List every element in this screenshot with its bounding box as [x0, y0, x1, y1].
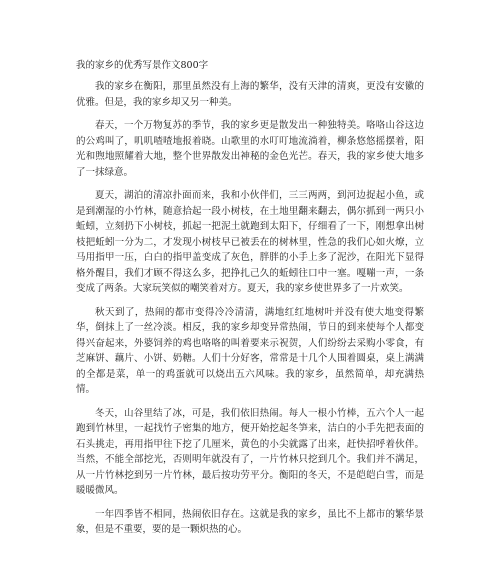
paragraph-conclusion: 一年四季皆不相同，热闹依旧存在。这就是我的家乡，虽比不上都市的繁华景象，但是不重要，要的是一颗炽热的心。	[76, 508, 424, 535]
document-title: 我的家乡的优秀写景作文800字	[76, 60, 209, 71]
paragraph-autumn: 秋天到了，热闹的都市变得冷冷清清，满地红红地树叶并没有使大地变得繁华，倒抹上了一丝冷淡。相反，我的家乡却变异常热闹，节日的到来使每个人都变得兴奋起来，外婆饲养的鸡也咯咯的叫着要来示祝贺，人们纷纷去采购小零食，有芝麻饼、藕片、小饼、奶糖。人们十分好客，常常是十几个人围着圆桌，桌上满满的全都是菜，单一的鸡蛋就可以烧出五六风味。我的家乡，虽然简单，却充满热情。	[76, 306, 424, 395]
paragraph-intro: 我的家乡在衡阳，那里虽然没有上海的繁华，没有天津的清爽，更没有安徽的优雅。但是，我的家乡却又另一种美。	[76, 81, 424, 108]
paragraph-summer: 夏天，湖泊的清凉扑面而来，我和小伙伴们，三三两两，到河边捉起小鱼，或是到潮湿的小竹林，随意拾起一段小树枝，在土地里翻来翻去，偶尔抓到一两只小蚯蚓，立刻扔下小树枝，抓起一把泥土就跑到太阳下，仔细看了一下，刚想拿出树枝把蚯蚓一分为二，才发现小树枝早已被丢在的树林里，性急的我们心如火燎，立马用指甲一压，白白的指甲盖变成了灰色，胖胖的小手上多了泥沙，在阳光下显得格外醒目，我们才顾不得这么多，把挣扎己久的蚯蚓往口中一塞。嘎嘣一声，一条变成了两条。大家玩笑似的嘲笑着对方。夏天，我的家乡使世界多了一片欢笑。	[76, 190, 424, 294]
paragraph-spring: 春天，一个万物复苏的季节，我的家乡更是散发出一种独特美。咯咯山谷这边的公鸡叫了，叽叽喳喳地报着晓。山歌里的水叮叮地流淌着，柳条悠悠摇摆着，阳光和煦地照耀着大地，整个世界散发出神秘的金色光芒。春天，我的家乡使大地多了一抹绿意。	[76, 120, 424, 178]
paragraph-winter: 冬天，山谷里结了冰，可是，我们依旧热闹。每人一根小竹棒，五六个人一起跑到竹林里，一起找竹子密集的地方，便开始挖起冬笋来，洁白的小手先把表面的石头挑走，再用指甲往下挖了几厘米，黄色的小尖就露了出来，赶快招呼着伙伴。当然，不能全部挖光，否则明年就没有了，一片竹林只挖到几个。我们并不满足，从一片竹林挖到另一片竹林，最后按功劳平分。衡阳的冬天，不是皑皑白雪，而是暖暖微风。	[76, 407, 424, 496]
